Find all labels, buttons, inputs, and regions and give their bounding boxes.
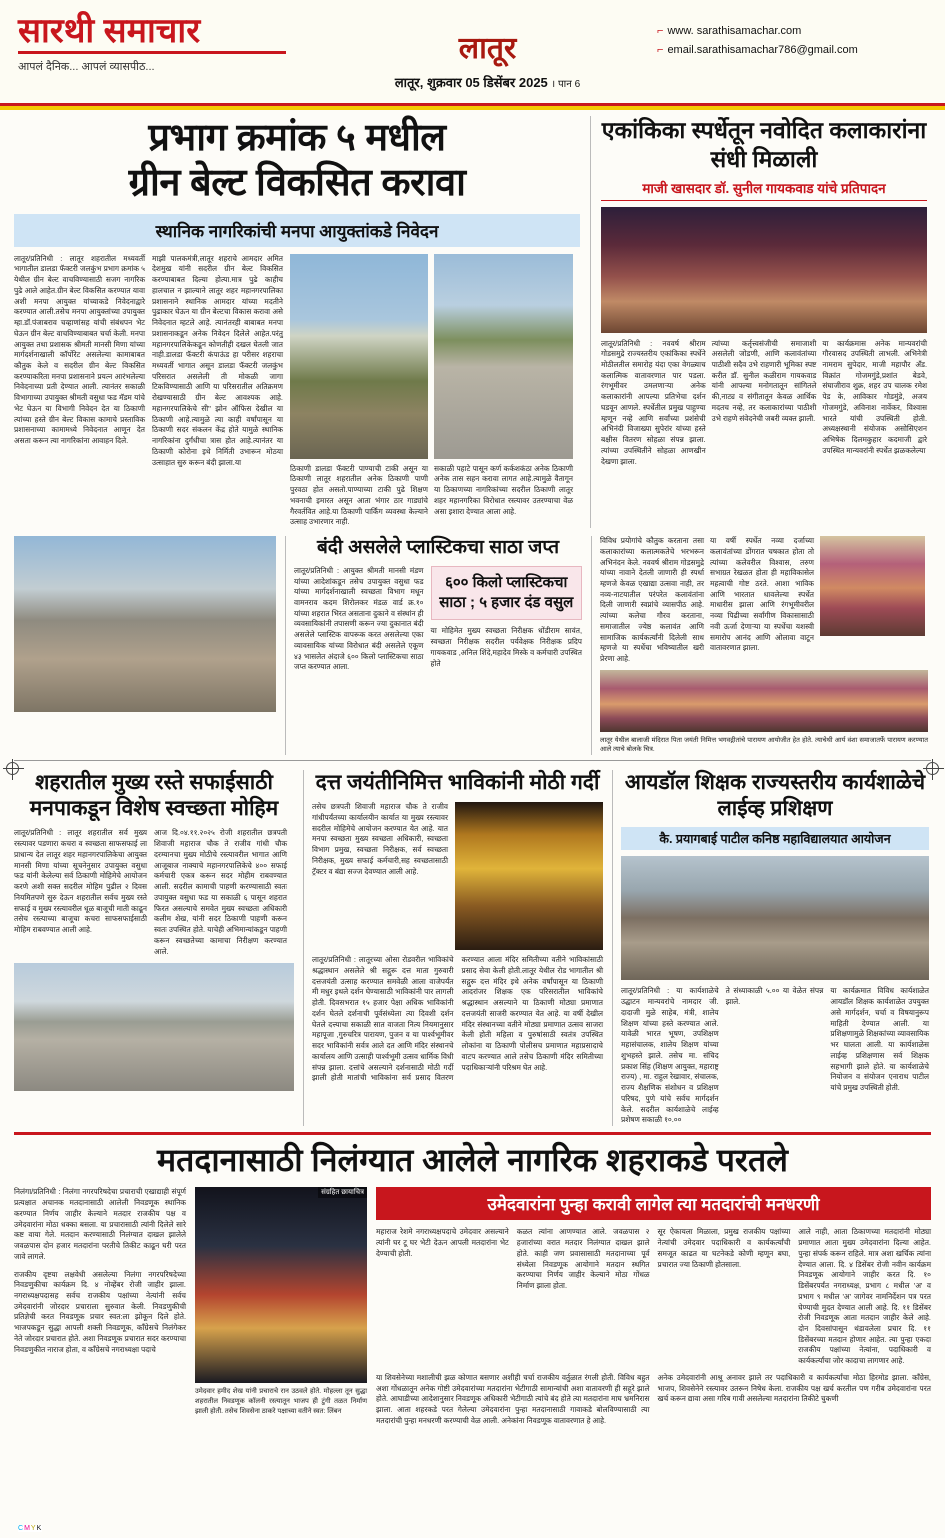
plastic-right-col — [431, 566, 582, 673]
photo-datta-idol — [455, 802, 603, 950]
datta-right-col — [455, 802, 603, 950]
cmyk-mark-bottom: CMYK — [18, 1525, 43, 1532]
ekankika-columns-top — [601, 339, 927, 468]
photo-night-buses — [195, 1187, 367, 1383]
ekankika-column-2: त्यांच्या कर्तृत्त्वसंजीची समाजाशी असलेली जोडणी, आणि कलावंतांच्या पाठीशी सदैव उभे राहणारी भूमिका स्पष्ट करीत डॉ. सुनील कळीराम गायकवाड यांनी आपल्या मनोगतातून सांगितले की,नाट्य व संगीतातून केवळ आर्थिक मदतच नव्हे, तर कलाकारांच्या पाठीशी उभे राहणे संवेदनेची जबरी व्यक्त झाली. — [711, 338, 817, 423]
newspaper-tagline: आपलं दैनिक... आपलं व्यासपीठ... — [18, 61, 155, 73]
lead-column-1: लातूर/प्रतिनिधी : लातूर शहरातील मध्यवर्ती भागातील डालडा फॅक्टरी जलकुंभ प्रभाग क्रमांक ५ येथील ग्रीन बेल्ट वाचविण्यासाठी सजग नागरिक पुढे आले आहेत.ग्रीन बेल्ट विकसित करण्यात यावा अशी मनपा आयुक्त यांच्याकडे निवेदनाद्वारे करण्यात आली.तसेच मनपा आयुक्तांच्या उपायुक्त म्हा.डॉ.पंजाबराव चव्हाणांसह यांची संबंधपन भेट घेऊन ग्रीन बेल्ट वाचविण्याबाबत चर्चा केली. मनपा आयुक्त तथा प्रशासक श्रीमती मानसी मिणा यांच्या मार्गदर्शनाखाली कॉर्पोरेट असलेल्या कामाबाबत कौतुक केले व सदरील ग्रीन बेल्ट विकसित करण्याकरिता मनपा प्रशासनाने प्रयत्न आरंभलेल्या निवेदनाच्या प्रती देण्यात आली. त्यानंतर सकाळी विभागाच्या उपायुक्त श्रीमती वसुधा फड मॅडम यांचे भेट घेऊन या विभागी निवेदन देत या ठिकाणी त्यांच्या हस्ते ग्रीन बेल्ट विकास कामाचे प्रस्ताविक प्रशासनाच्या कामामध्ये निवेदनात आणून देत असता करून त्या नागरिकांना आवाहन दिले. — [14, 253, 145, 446]
plastic-column-2: या मोहिमेत मुख्य स्वच्छता निरीक्षक धोंडीराम सावंत, स्वच्छता निरीक्षक सदरील पर्यवेक्षक निरीक्षक प्रदिप गायकवाड ,अनिल शिंदे,महादेव मिस्के व कर्मचारी उपस्थित होते — [430, 626, 582, 668]
sweep-column-1: लातूर/प्रतिनिधी : लातूर शहरातील सर्व मुख्य रस्त्यावर पडणारा कचरा व स्वच्छता साफसफाई ला प्राधान्य देत लातूर शहर महानगरपालिकेचा आयुक्त मानसी मिणा यांच्या सूचनेनुसार उपायुक्त वसुधा फड यांनी केलेल्या सर्व ठिकाणी मोहिमेचे आयोजन करणे अशी सक्त सदरील मोहिम पुढील २ दिवस नियमितपणे सुरु देऊन शहरातील सर्वच मुख्य रस्ते सफाई व मुख्य रस्त्यावरील धूळ बाजूची माती काढून तसेच रस्त्याच्या बाजूचा कचरा साफसफाईसाठी मोहिम राबवण्यात आली आहे. — [14, 828, 147, 935]
idol-column-1: लातूर/प्रतिनिधी : या कार्यशाळेचे उद्घाटन मान्यवरांचे नामदार जी. दादाजी मुळे साहेब, मंत्री, शालेय शिक्षण यांच्या हस्ते करण्यात आले. यावेळी भारत भूषण, उपशिक्षण महासंचालक, शालेय शिक्षण यांच्या शुभहस्ते झाले. तसेच मा. संचिद प्रकाश सिंह (शिक्षण आयुक्त, महाराष्ट्र राज्य) , मा. राहुल रेखावार, संचालक, राज्य शैक्षणिक संशोधन व प्रशिक्षण परिषद, पुणे यांचे सर्वच मार्गदर्शन केले. सदरील कार्यशाळेचे लाईव्ह प्रशेषण सकाळी १०.०० — [621, 986, 719, 1125]
bottom-column-8: अनेक उमेदवारांनी आश्रू अनावर झाले तर पदाधिकारी व कार्यकर्त्यांचा मोठा हिरमोड झाला. काँग्रेस, भाजप, शिवसेनेने रस्त्यावर उतरून निषेध केला. राजकीय पक्ष खर्च करतील पण गरीब उमेदवारांना परत खर्च करून द्यावा असा गरिब गावी असलेल्या मतदारांना तिकीटे चुकणी — [657, 1372, 931, 1404]
lead-column-3: ठिकाणी डालडा फॅक्टरी पाण्याची टाकी असून या ठिकाणी लातूर शहरातील अनेक ठिकाणी पाणी पुरवठा होत असतो.पाण्याच्या टाकी पुढे शिक्षण भवनाची इमारत असून आता भंगार ठार गाड्यांचे गैरवर्तवित आहे.या ठिकाणी पार्किंग व्यवस्था केल्याने उत्साह उभारणार नाही. — [290, 463, 428, 527]
contact-email: email.sarathisamachar786@gmail.com — [667, 43, 858, 56]
truck-photo-block — [14, 536, 276, 755]
bottom-headline: मतदानासाठी निलंग्यात आलेले नागरिक शहराकडे परतले — [157, 1142, 788, 1179]
contact-website-row — [657, 22, 927, 41]
ekankika-column-5: या वर्षी स्पर्धेत नव्या दर्जाच्या कलावंतांच्या डोंगरात चषकात होता तो त्यांच्या कलेवरील विश्वास, तरुण सभाग्रत रेखळत होता ही महाविकासेल महत्वाची गोष्ट ठरते. आशा भाविक आणि भारतात धावलेल्या स्पर्धेत माधारीस झाला आणि रंगभूमीवरील नव्या पिढीच्या सर्वांगीण विकासासाठी नवी ऊर्जा देणाऱ्या या स्पर्धेचा यशस्वी समारोप आनंद आणि ओलावा वाटून वातावरणात झाला. — [710, 536, 814, 653]
photo-water-tower — [290, 254, 428, 459]
bottom-column-1: निलंगा/प्रतिनिधी : निलंगा नगरपरिषदेचा प्रचाराची एखाद्याही संपूर्ण प्रत्यक्षात अचानक मतदानासाठी आलेली निवडणूक स्थानिक करण्यात निर्णय जाहीर केल्याने मतदार राजकीय पक्ष व उमेदवारांना मोठा धक्का बसला. या प्रचारासाठी त्यांनी दिलेले सारे कष्ट वाया गेले. मतदान करण्यासाठी निलंग्यात दाखल झालेले जवळपास दोन हजार मतदारांना परतीचे तिकीट काढून घरी परत जावे लागले. — [14, 1187, 186, 1261]
photo-parayan-group — [600, 670, 928, 732]
plastic-headline: बंदी असलेले प्लास्टिकचा साठा जप्त — [316, 537, 560, 559]
newspaper-title: सारथी समाचार — [18, 12, 201, 50]
ekankika-column-1: लातूर/प्रतिनिधी : नववर्ष श्रीराम गोडसमुद्रे राज्यस्तरीय एकांकिका स्पर्धेने मोठीलतील समारोह यंदा एका वेगळ्याच कलात्मिक वातावरणात पार पडला. रंगभूमीवर उमलणाऱ्या अनेक कलाकारांनी आपल्या प्रतिभेचा दर्शन घडवून आणले. स्पर्धेतील प्रमुख पाहुण्या म्हणून नव्हे आणि सर्वांच्या प्रशंसेची अभिनंदी विजाख्या सुपेरांर यांच्या हस्ते बक्षीस वितरण सोहळा संपन्न झाला. त्यांच्या उपस्थितीने सोहळा आणखीन देखणा झाला. — [601, 338, 706, 466]
contact-email-row — [657, 41, 927, 60]
title-underline — [18, 51, 286, 54]
bullet-icon: ⌐ — [657, 25, 664, 37]
bottom-story — [14, 1141, 931, 1427]
sweep-column-3: तसेच छत्रपती शिवाजी महाराज चौक ते राजीव गांधीपर्यंतच्या कार्यालयीन कार्यात या मुख्य रस्त्यावर सदरील मोहिमेचे आयोजन करण्यात येत आहे. यात मनपा स्वच्छता मुख्य स्वच्छता अधिकारी, स्वच्छता विभाग प्रमुख, स्वच्छता निरीक्षक, सर्व स्वच्छता निरीक्षक, मुख्य सफाई कर्मचारी,सह स्वच्छतासाठी ट्रॅक्टर व बंद्या सज्ज देवण्यात आली आहे. — [312, 802, 448, 876]
sweep-column-2: आज दि.०४.११.२०२५ रोजी शहरातील छत्रपती शिवाजी महाराज चौक ते राजीव गांधी चौक दरम्यानचा मुख्य मोठीचे रस्त्यावरील भागात आणि आजूबाज नाक्याचे महानगरपालिकेचे ४०० सफाई कर्मचारी एकत्र करून सदर मोहीम राबवण्यात आली. सदरील कामाची पाहणी करण्यासाठी स्वतः उपायुक्त वसुधा फड या सकाळी ६ पासून शहरात फिरत असल्याचे समवेत मुख्य स्वच्छता अधिकारी कलीम शेख, यांनी सदर ठिकाणी पाहणी करून स्वतः उपस्थित होते. याचेही अभिमान्यांकडून पाहणी करून स्वच्छतेच्या कामाचा निरीक्षण करण्यात आले. — [154, 828, 287, 956]
masthead — [0, 0, 945, 106]
ekankika-headline: एकांकिका स्पर्धेतून नवोदित कलाकारांना संधी मिळाली — [601, 117, 927, 172]
photo-stage-ceremony — [601, 207, 927, 333]
contact-website: www. sarathisamachar.com — [667, 25, 802, 37]
masthead-edition — [318, 4, 657, 91]
lead-headline-line2: ग्रीन बेल्ट विकसित करावा — [128, 161, 466, 204]
section-divider-1 — [14, 760, 931, 761]
bottom-body — [14, 1187, 931, 1426]
sweep-story — [14, 770, 294, 1126]
datta-column-1: लातूर/प्रतिनिधी : लातूरच्या ओसा रोडवरील भाविकांचे श्रद्धास्थान असलेले श्री सद्गुरू दत्त माता गुरुवारी दत्तजयंती उत्साह करण्यात समवेळी आला वाजेपर्यंत मी मधुर इथले दर्शन घेण्यासाठी भाविकांनी पार लागली होती. दिवसभरात १५ हजार पेक्षा अधिक भाविकांनी दर्शन घेतले दर्शनाची पूर्वसंध्येला त्या दिवशी दर्शन घेतले दत्त्याचा सकाळी सात वाजता नित्य नियमानुसार महापूजा ,गुरुचरित्र पारायण, पुजन व या पार्श्वभूमीवर सदर भाविकांनी सर्वत्र आले दत आणि मंदिर संस्थानचे कार्यालय आणि उत्साही पार्श्वभूमी उत्सव धार्मिक विधी संपन्न झाला. दत्तांचे असल्याने दर्शनासाठी मोठी गर्दी झाली होती मातांची भाविकांना सर्व प्रसाद वितरण करण्यात आला मंदिर समितीच्या वतीने भाविकांसाठी प्रसाद सेवा केली होती.लातूर येथील रोड भागातील श्री सद्गुरू दत्त मंदिर इथे अनेक वर्षांपासून या ठिकाणी आदरांजर शिक्षक एक परिसरातील भाविकांचे श्रद्धास्थान असल्याने या ठिकाणी मोठ्या प्रमाणात दत्तजयंती साजरी करण्यात येत आहे. या वर्षी देखील मंदिर संस्थानच्या वतीने मोठ्या प्रमाणात उत्सव साजरा केली होती महिला व पुरुषांसाठी स्वतंत्र उपस्थित लोकांना या ठिकाणी पोलीसच प्रमाणात महाप्रसादाचे वाटप करण्यात आले तसेच ठिकाणी मंदिर समितीच्या पदाधिकाऱ्यांनी परिश्रम घेत आहे. — [312, 955, 603, 1083]
masthead-contact — [657, 4, 927, 59]
masthead-brand — [18, 4, 318, 74]
photo-classroom-training — [621, 856, 929, 980]
photo-plastic-seizure-truck — [14, 536, 276, 712]
ekankika-subhead: माजी खासदार डॉ. सुनील गायकवाड यांचे प्रतिपादन — [601, 179, 927, 201]
photo-archive-note: संग्रहित छायाचित्र — [318, 1187, 367, 1198]
lead-story — [14, 116, 580, 528]
idol-subhead: कै. प्रयागबाई पाटील कनिष्ठ महाविद्यालयात आयोजन — [621, 827, 929, 850]
bottom-column-6: आले नाही, आता ठिकाणच्या मतदारांनी मोठ्या प्रमाणात आता मुख्य उमेदवारांना दिल्या आहेत. पुन्हा संपर्क करून राहिले. मात्र अशा खर्चिक त्यांना देण्यात आला. दि. ४ डिसेंबर रोजी नवीन कार्यक्रम निवडणूक आयोगाने जाहीर करत दि. १० डिसेंबरपर्यंत नगराध्यक्ष, प्रभाग ८ मधील 'अ' व प्रभाग ९ मधील 'अ' जागेवर नामनिर्देशन पत्र परत घेण्याची मुदत देण्यात आली आहे. दि. ११ डिसेंबर रोजी निवडणूक आता मतदान जाहीर केले आहे. दोन दिवसांपासून थंडावलेला प्रचार दि. ११ डिसेंबरच्या मतदान होणार आहेत. त्या पुन्हा एकदा राजकीय पक्षांच्या नेत्यांना, पदाधिकारी व कार्यकर्त्यांचा जोर कादाचा लागणार आहे. — [798, 1227, 931, 1366]
lead-headline-line1: प्रभाग क्रमांक ५ मधील — [148, 117, 446, 159]
photo-green-belt-road — [434, 254, 573, 459]
bottom-redbar: उमेदवारांना पुन्हा करावी लागेल त्या मतदारांची मनधरणी — [376, 1187, 931, 1220]
bottom-right-block — [376, 1187, 931, 1426]
bottom-column-4: कळत त्यांना आणण्यात आले. जवळपास २ हजारांच्या वरात मतदार निलंग्यात दाखल झाले होते. काही जण प्रवासासाठी मतदानाच्या पूर्व संध्येला निवडणूक आयोगाने मतदान स्थगित करण्याचा निर्णय जाहीर केल्याने मोठा गोंधळ निर्माण झाला होता. — [516, 1227, 650, 1291]
bullet-icon: ⌐ — [657, 43, 664, 56]
bottom-column-5: सूर ऐकायला मिळाला, प्रमुख राजकीय पक्षांच्या नेत्यांची उमेदवार पदाधिकारी व कार्यकर्त्यांची समजूत काढत या घटनेकडे कोणी म्हणून बघा, प्रचारात ज्या ठिकाणी होतसाला. — [657, 1227, 791, 1269]
lead-body-area — [14, 254, 580, 528]
bottom-column-7: या शिवसेनेच्या मशालीची झळ कोणात बसणार अशीही चर्चा राजकीय वर्तुळात रंगली होती. विविध बहुत अशा गोंधळातून अनेक गोष्टी उमेदवारांच्या मतदारांना भेटीगाठी सामान्यांची अशा वातावरणी ही सहूरे झाले होते. आघाडीच्या आदेशानुसार निवडणूक अधिकारी भेटीगाठी त्यांचे बंद होते त्या मतदारांना माघ भ्रमनिरास झाला. आता शहरकडे परत गेलेल्या उमेदवारांना पुन्हा मतदानासाठी गावाकडे बोलविण्यासाठी त्या मतदारांची पुन्हा मनधरणी करण्याची वेळ आली. अनेकांना निवडणूक वातावरणात हे आहे. — [376, 1372, 650, 1425]
ekankika-lower-block — [591, 536, 928, 755]
datta-story — [303, 770, 603, 1126]
bottom-column-2: राजकीय दृष्टया लक्षवेधी असलेल्या निलंगा नगरपरिषदेच्या निवडणुकीचा कार्यक्रम दि. ४ नोव्हेंबर रोजी जाहीर झाला. नगराध्यक्षपदासह सर्वच राजकीय पक्षांच्या नेत्यांनी सर्वच उमेदवारांनी जोरदार प्रचाराला सुरुवात केली. निवडणुकीची प्रतिज्ञेची करत निवडणूक प्रचार स्वत:ला झोकून दिले होते. भाजपकडून सुद्धा आपली शक्ती निवडणूक, काँग्रेसचे निलंगेकर नेते जोरदार प्रचारात होते. अशा निवडणूक प्रचारात सदर करण्याचा निवडणुकीत नाराज होता, व काँग्रेसचे नगराध्यक्षा पदाचे — [14, 1269, 186, 1354]
bottom-photo-caption: उमेदवार हमीद शेख यांनी प्रचाराचे रान उठवले होते. मोहल्ला तून सुद्धा शहरातील निवडणूक कॉलनी रस्त्यातून भाजप ही टुंगी तळत निर्माण झाली होती. तसेच शिवसेना ठाकरे पक्षाच्या वतीने स्वत: लिंबन — [195, 1388, 367, 1416]
ekankika-photo-caption: लातूर येथील बालाजी मंदिरात पिता जयंती निमित्त भगवद्गीतांचे पारायण आयोजीत हेत होते. त्याचेथी आर्य वंशा समाजातर्फे पारायण करण्यात आले त्याचे बोलके चित्र. — [600, 736, 928, 754]
ekankika-story — [590, 116, 927, 528]
lead-column-2: माझी पालकमंत्री,लातूर शहराचे आमदार अमित देशमुख यांनी सदरील ग्रीन बेल्ट विकसित करण्याबाबत दिल्या होत्या.मात्र पुढे काहीच हालचाल न झाल्याने लातूर शहर महानगरपालिका प्रशासनाने स्थानिक आमदार यांच्या मदतीने पुढाकार घेऊन या ग्रीन बेल्टचा विकास करावा असे निवेदनात म्हटले आहे. त्यानंतरही बाबाबत मनपा प्रशासनाकडून अनेक निवेदन दिलेले आहेत.परंतु महानगरपालिकेकडून कोणतीही दखल घेतली जात नाही.डालडा फॅक्टरी कंपाऊंड हा परीसर शहराचा मध्यवर्ती भागात असून डालडा फॅक्टरी जलकुंभ परिसरात असलेली ती मोकळी जागा टिकविण्यासाठी आणि या परिसरातील अतिक्रमण रोखण्यासाठी ग्रीन बेल्ट आवश्यक आहे. महानगरपालिकेचे सी'' झोन ऑफिस देखील या ठिकाणी आहे.त्यामुळे त्या काही वर्षांपासून या ठिकाणी सदर संकलन केंद्र होते यामुळे स्थानिक नागरिकांना दुर्गंधीचा त्रास होत आहे.त्यानंतर या ठिकाणी कोरोना इथे निर्मिती उभारून मोठया उत्साहात सुरु करून बंदी झाला.या — [152, 253, 283, 467]
plastic-story — [285, 536, 582, 755]
dateline-text: लातूर, शुक्रवार 05 डिसेंबर 2025 — [394, 75, 548, 90]
bottom-photo-col — [195, 1187, 367, 1426]
edition-name: लातूर — [458, 32, 517, 65]
page-content — [0, 110, 945, 1427]
registration-mark-right — [926, 762, 939, 775]
ekankika-column-3: या कार्यक्रमास अनेक मान्यवरांची गौरवासद उपस्थिती लाभली. अभिनेत्री नामराम सुपेदार, माजी महापौर अँड. विक्रांत गोजमगुंडे,प्रशांत बेडवे, संघाजीराव शुक्र, शहर उप चालक रमेश पेड के, आविकार गोडमुंडे, अजय गोजमगुंडे, अविनाश नार्वेकर, विश्वास भारते यांची उपस्थिती होती. अध्यक्षस्थानी संयोजक असोसिएशन अभिषेक दिलमकुहार कदमाजी द्वारे उपस्थित मान्यवरांनी स्पर्धेत झळकलेल्या — [822, 338, 928, 455]
dateline — [318, 73, 657, 91]
top-section — [14, 116, 931, 528]
datta-headline: दत्त जयंतीनिमित्त भाविकांनी मोठी गर्दी — [315, 770, 600, 794]
section-divider-2 — [14, 1132, 931, 1135]
three-story-row — [14, 770, 931, 1126]
plastic-column-1: लातूर/प्रतिनिधी : आयुक्त श्रीमती मानसी मंडण यांच्या आदेशांकडून तसेच उपायुक्त वसुधा फड यांच्या मार्गदर्शनाखाली स्वच्छता विभाग मधून वामनराव कदम शिरोलकर मंडळ वार्ड क्र.१० यांच्या शहरात भिरत असताना दुकाने व संस्थांन ही व्यवसायिकांनी तपासणी करून ज्या दुकानात बंदी असलेले प्लास्टिक वापरूक करत असलेल्या एका व्यावसायिक यांच्या विरोधात बंदी असलेले एकूण ४३ भासलेत अंदाजे ६०० किलो प्लास्टिकचा साठा जप्त करण्यात आला. — [294, 565, 424, 672]
page-number-label: । पान 6 — [551, 79, 581, 90]
middle-section — [14, 536, 931, 755]
idol-column-2: ते संध्याकाळी ५.०० या वेळेत संपन्न झाले. — [725, 986, 824, 1007]
lead-subhead: स्थानिक नागरिकांची मनपा आयुक्तांकडे निवेदन — [14, 214, 580, 247]
photo-women-gathering — [820, 536, 925, 636]
plastic-highlight-box: ६०० किलो प्लास्टिकचा साठा ; ५ हजार दंड वसुल — [431, 566, 582, 621]
bottom-column-3: महाराज रेशमे नगराध्यक्षपदाचे उमेदवार असल्याने त्यांनी घर टू घर भेटी देऊन आपली मतदारांना भेट देण्याची होती. — [376, 1227, 509, 1258]
idol-story — [612, 770, 929, 1126]
idol-column-3: या कार्यक्रमात विविध कार्यशाळेत आयडॉल शिक्षक कार्यशाळेत उपयुक्त असे मार्गदर्शन, चर्चा व विषयानुरूप माहिती देण्यात आली. या प्रशिक्षणामुळे शिक्षकांच्या व्यावसायिक भर घालता आली. या कार्यशाळेस लाईव्ह प्रशिक्षणास सर्व शिक्षक सहभागी झाले होते. या कार्यशाळेचे नियोजन व संयोजन एनाराथ पाटील यांचे प्रमुख उपस्थिती होती. — [830, 986, 929, 1093]
ekankika-column-4: विविध प्रयोगांचे कौतुक करताना तसा कलाकारांच्या कलात्मकतेचे भरभरून अभिनंदन केले. नववर्ष श्रीराम गोडसमुद्रे यांच्या नावाने देतली जाणारी ही स्पर्धा म्हणजे केवळ एखाद्या उत्सवा नाही, तर नव्य-नाटयातील परंपरेत कलावंतांना दिली जाणारी स्वप्नांचे व्यासपीठ आहे. त्यांच्या कलेचा गौरव करताना, समाजातील ज्येष्ठ कलावंत आणि सामाजिक कार्यकर्त्यांनी दिलेली साथ म्हणजे या स्पर्धेचा भविष्यातील खरी प्रेरणा आहे. — [600, 536, 704, 664]
photo-street-cleaning — [14, 963, 294, 1091]
bottom-left-cols — [14, 1187, 186, 1426]
lead-photo-block — [290, 254, 573, 528]
lead-column-4: सकाळी पहाटे पासून कर्ण कर्कशकंठा अनेक ठिकाणी अनेक तास सहन करावा लागत आहे.त्यामुळे वैतागून या ठिकाणच्या नागरिकांच्या सदरील ठिकाणी लातूर शहर महानगरिका विरोधात रस्त्यावर उतरण्याचा वेळ असा इशारा देण्यात आला आहे. — [434, 463, 573, 516]
registration-mark-left — [6, 762, 19, 775]
sweep-headline: शहरातील मुख्य रस्ते सफाईसाठी मनपाकडून विशेष स्वच्छता मोहिम — [29, 770, 279, 821]
idol-headline: आयडॉल शिक्षक राज्यस्तरीय कार्यशाळेचे लाईव्ह प्रशिक्षण — [624, 770, 926, 821]
